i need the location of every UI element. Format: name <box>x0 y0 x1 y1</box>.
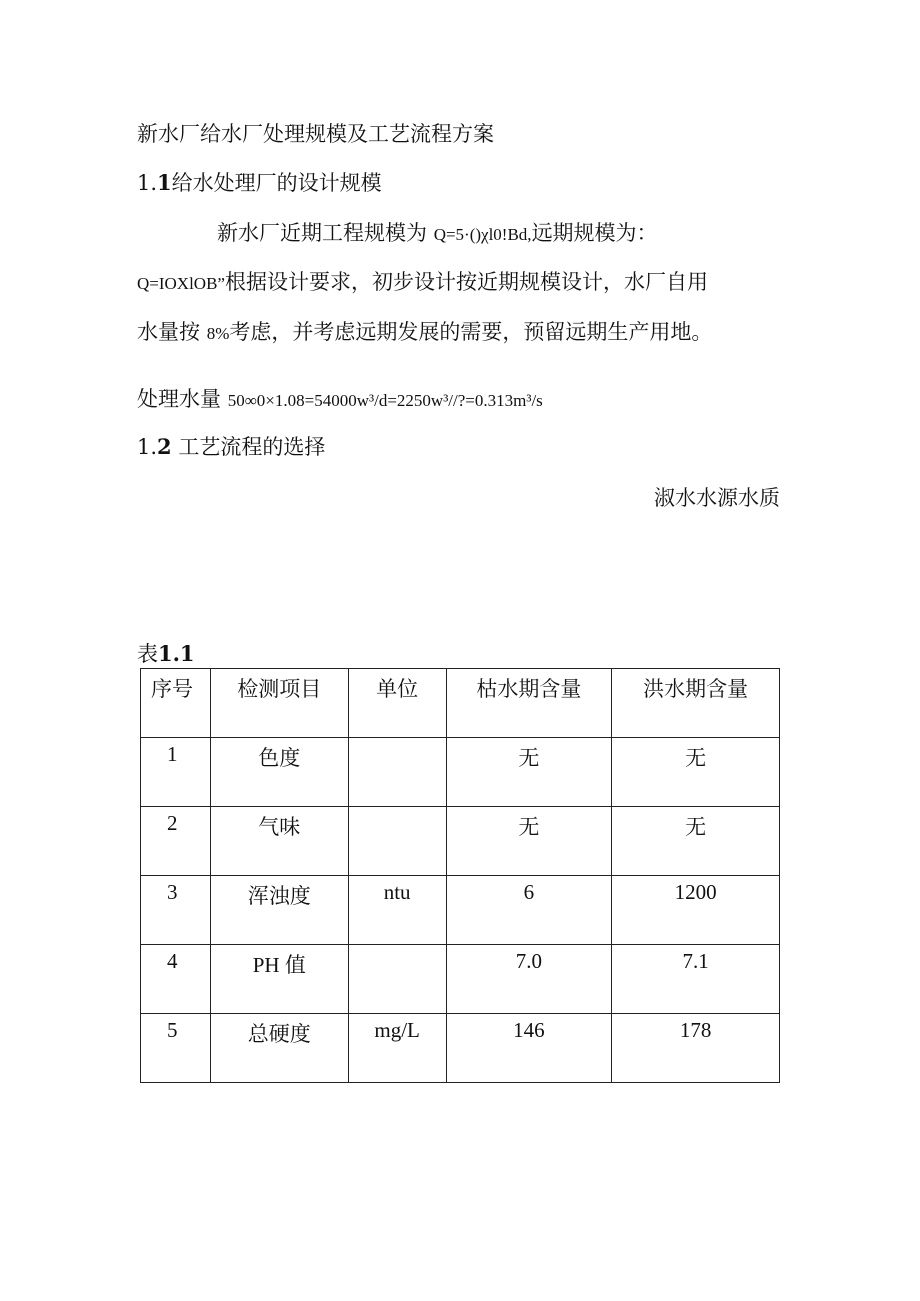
table-cell: 2 <box>141 807 211 876</box>
table-caption-prefix: 表 <box>137 642 158 666</box>
table-cell: 7.1 <box>612 945 780 1014</box>
table-cell <box>348 807 446 876</box>
paragraph-text: 考虑，并考虑远期发展的需要，预留远期生产用地。 <box>229 320 713 344</box>
paragraph-text: 水量按 <box>137 320 200 344</box>
table-cell: 无 <box>446 807 612 876</box>
table-cell: 气味 <box>210 807 348 876</box>
table-header-row <box>141 669 780 738</box>
table-cell: 色度 <box>210 738 348 807</box>
table-cell: ntu <box>348 876 446 945</box>
table-cell: 3 <box>141 876 211 945</box>
paragraph-text: 根据设计要求，初步设计按近期规模设计，水厂自用 <box>224 270 708 294</box>
section-number-bold: 2 <box>157 434 172 459</box>
table-cell: mg/L <box>348 1014 446 1083</box>
paragraph-text: 远期规模为： <box>531 221 658 245</box>
paragraph-line-3 <box>137 318 712 348</box>
section-heading-text: 给水处理厂的设计规模 <box>171 171 382 195</box>
section-heading-1-2 <box>137 433 325 461</box>
paragraph-line-1 <box>217 219 658 249</box>
table-cell: 4 <box>141 945 211 1014</box>
table-cell: PH 值 <box>210 945 348 1014</box>
table-cell: 1200 <box>612 876 780 945</box>
calculation-label: 处理水量 <box>137 387 221 411</box>
table-cell: 6 <box>446 876 612 945</box>
formula-text: Q=IOXlOB” <box>137 274 225 293</box>
table-cell <box>348 945 446 1014</box>
table-cell: 7.0 <box>446 945 612 1014</box>
calculation-line <box>137 385 543 415</box>
table-caption <box>137 640 195 668</box>
table-cell: 5 <box>141 1014 211 1083</box>
table-row <box>141 807 780 876</box>
caption-text: 淑水水源水质 <box>654 486 780 510</box>
header-cell: 单位 <box>348 669 446 738</box>
header-cell: 序号 <box>141 669 211 738</box>
water-quality-caption <box>654 484 780 512</box>
percent-text: 8% <box>206 324 230 343</box>
table-cell: 无 <box>612 807 780 876</box>
header-cell: 枯水期含量 <box>446 669 612 738</box>
table-cell: 无 <box>446 738 612 807</box>
table-cell: 178 <box>612 1014 780 1083</box>
table-row <box>141 1014 780 1083</box>
section-number-prefix: 1. <box>137 435 158 459</box>
section-heading-text: 工艺流程的选择 <box>178 435 326 459</box>
table-caption-number: 1.1 <box>158 641 195 666</box>
section-number-bold: 1 <box>157 170 172 195</box>
calculation-formula: 50∞0×1.08=54000w³/d=2250w³//?=0.313m³/s <box>227 391 543 410</box>
table-row <box>141 945 780 1014</box>
table-cell <box>348 738 446 807</box>
table-cell: 浑浊度 <box>210 876 348 945</box>
table-cell: 1 <box>141 738 211 807</box>
table-cell: 146 <box>446 1014 612 1083</box>
section-number-prefix: 1. <box>137 171 158 195</box>
table-cell: 总硬度 <box>210 1014 348 1083</box>
document-title <box>137 120 494 148</box>
header-cell: 检测项目 <box>210 669 348 738</box>
header-cell: 洪水期含量 <box>612 669 780 738</box>
water-quality-table <box>140 668 780 1083</box>
formula-text: Q=5·()χl0!Bd, <box>433 225 532 244</box>
section-heading-1-1 <box>137 169 382 197</box>
title-text: 新水厂给水厂处理规模及工艺流程方案 <box>137 122 494 146</box>
paragraph-text: 新水厂近期工程规模为 <box>217 221 427 245</box>
paragraph-line-2 <box>137 268 708 298</box>
table-row <box>141 876 780 945</box>
table-row <box>141 738 780 807</box>
table-cell: 无 <box>612 738 780 807</box>
